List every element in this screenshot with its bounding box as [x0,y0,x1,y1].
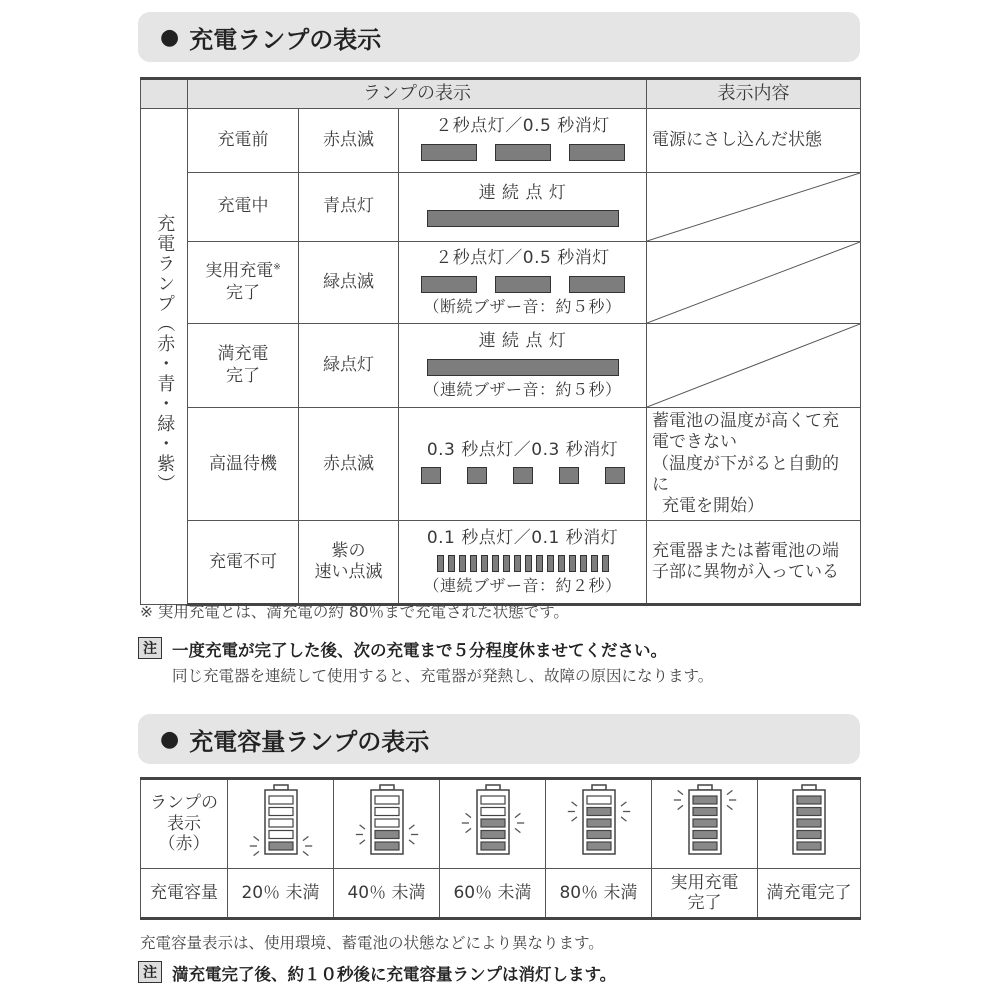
pattern-block [525,555,532,572]
pattern-block [569,144,625,161]
pattern-block [503,555,510,572]
row-state-line1: 実用充電 [205,261,274,282]
battery-segment-lit [481,819,505,827]
pattern-block [580,555,587,572]
battery-segment-lit [797,796,821,804]
battery-cell [546,779,652,869]
battery-icon [665,782,745,860]
row-state-line2: 完了 [226,365,260,386]
buzzer-label: （連続ブザー音：約２秒） [423,576,622,596]
section-title-charge-lamp [138,12,860,62]
footnote-capacity: 充電容量表示は、使用環境、蓄電池の状態などにより異なります。 [140,934,604,952]
note-main: 一度充電が完了した後、次の充電まで５分程度休ませてください。 [172,641,667,660]
blink-mark [409,825,414,829]
pattern-label: 0.1 秒点灯／0.1 秒消灯 [426,528,619,549]
battery-icon [453,782,533,860]
battery-segment [269,808,293,816]
row-pattern [399,109,647,173]
lamp-label-cell [141,779,228,869]
blink-mark [515,814,520,818]
blink-mark [253,852,258,856]
pattern-block [459,555,466,572]
row-state-line1: 満充電 [217,344,269,365]
row-color [299,521,399,605]
blink-mark [677,791,682,795]
battery-segment [587,796,611,804]
lamp-label-line1: ランプの [150,793,218,814]
battery-icon [241,782,321,860]
battery-cell [440,779,546,869]
battery-segment-lit [587,831,611,839]
note-sub: 同じ充電器を連続して使用すると、充電器が発熱し、故障の原因になります。 [172,667,714,685]
buzzer-label: （断続ブザー音：約５秒） [423,296,622,316]
row-color: 赤点滅 [299,408,399,521]
row-state: 充電前 [188,109,299,173]
blink-mark [727,791,732,795]
pattern-block [495,276,551,293]
row-color: 青点灯 [299,173,399,242]
row-desc [647,408,861,521]
pattern-block [569,555,576,572]
capacity-value: 40％ 未満 [334,869,440,919]
row-color: 緑点灯 [299,324,399,408]
battery-segment [375,819,399,827]
pattern-label: ２秒点灯／0.5 秒消灯 [435,116,610,137]
note-badge: 注 [138,961,162,983]
row-desc-empty [647,242,861,324]
battery-icon [769,782,849,860]
capacity-value-line1: 実用充電 [670,872,739,893]
row-desc-line2: （温度が下がると自動的に [652,453,840,495]
pattern-label: 0.3 秒点灯／0.3 秒消灯 [426,440,619,460]
blink-mark [465,814,470,818]
row-color-line2: 速い点滅 [314,562,383,583]
battery-segment-lit [797,831,821,839]
bullet-icon: ● [160,24,180,50]
pattern-label: 連 続 点 灯 [478,182,567,203]
blink-mark [677,806,682,810]
row-color-line1: 紫の [331,541,366,561]
blink-mark [253,837,258,841]
header-content: 表示内容 [647,79,861,109]
blink-pattern [399,144,646,161]
row-state-line2: 完了 [226,282,260,303]
blink-mark [621,817,626,821]
row-desc: 充電器または蓄電池の端子部に異物が入っている [647,521,861,605]
section-title-text: 充電容量ランプの表示 [189,727,430,756]
battery-segment-lit [693,808,717,816]
pattern-block [602,555,609,572]
capacity-lamp-table [140,777,861,920]
row-pattern [399,324,647,408]
battery-segment [269,831,293,839]
blink-mark [359,825,364,829]
blink-mark [303,852,308,856]
pattern-block [437,555,444,572]
row-desc-empty [647,173,861,242]
row-desc-empty [647,324,861,408]
row-state: 充電不可 [188,521,299,605]
battery-segment-lit [797,819,821,827]
section-title-text: 充電ランプの表示 [189,25,382,54]
battery-segment-lit [375,831,399,839]
row-desc-line3: 充電を開始） [662,496,765,516]
diagonal-line [647,324,860,407]
capacity-value: 20％ 未満 [228,869,334,919]
battery-segment-lit [693,819,717,827]
row-pattern [399,242,647,324]
pattern-block [421,144,477,161]
footnote-mark: ※ [273,262,281,273]
pattern-block [558,555,565,572]
battery-cell [334,779,440,869]
blink-pattern [399,555,646,572]
pattern-block [536,555,543,572]
blink-mark [303,837,308,841]
pattern-block [481,555,488,572]
capacity-value-line2: 完了 [687,893,722,913]
diagonal-line [647,173,860,241]
blink-mark [409,840,414,844]
blink-mark [571,817,576,821]
pattern-block [470,555,477,572]
section-title-capacity-lamp [138,714,860,764]
row-state [188,324,299,408]
battery-cell [228,779,334,869]
pattern-block [514,555,521,572]
pattern-block [569,276,625,293]
blink-mark [359,840,364,844]
pattern-block [513,467,533,484]
side-label-cell [141,109,188,605]
note-1 [138,637,713,686]
header-corner [141,79,188,109]
battery-segment [375,808,399,816]
capacity-value: 80％ 未満 [546,869,652,919]
capacity-value: 満充電完了 [758,869,861,919]
buzzer-label: （連続ブザー音：約５秒） [423,379,622,399]
battery-segment-lit [587,808,611,816]
pattern-block [467,467,487,484]
battery-segment-lit [693,831,717,839]
row-pattern [399,521,647,605]
battery-cell [652,779,758,869]
blink-mark [727,806,732,810]
row-pattern [399,408,647,521]
blink-mark [515,829,520,833]
pattern-block [559,467,579,484]
battery-segment-lit [269,842,293,850]
battery-segment-lit [587,819,611,827]
pattern-label: ２秒点灯／0.5 秒消灯 [435,248,610,269]
pattern-block [492,555,499,572]
row-desc-line1: 蓄電池の温度が高くて充電できない [652,411,840,453]
battery-segment-lit [797,808,821,816]
battery-segment [375,796,399,804]
battery-segment-lit [797,842,821,850]
capacity-value: 60％ 未満 [440,869,546,919]
charge-lamp-table [140,77,861,606]
lamp-label-line2: 表示 [167,813,201,834]
capacity-label-cell: 充電容量 [141,869,228,919]
lamp-label-line3: （赤） [158,834,210,855]
note-2 [138,961,616,985]
pattern-block [448,555,455,572]
side-label: 充電ランプ（赤・青・緑・紫） [154,213,176,494]
battery-segment [481,796,505,804]
blink-pattern [399,276,646,293]
note-main: 満充電完了後、約１０秒後に充電容量ランプは消灯します。 [172,965,617,984]
battery-segment [269,796,293,804]
row-state: 高温待機 [188,408,299,521]
blink-pattern [399,359,646,376]
pattern-block [605,467,625,484]
blink-mark [621,802,626,806]
pattern-block [421,276,477,293]
pattern-block [495,144,551,161]
pattern-block [427,359,619,376]
footnote-star: ※ 実用充電とは、満充電の約 80％まで充電された状態です。 [140,603,569,621]
blink-pattern [399,467,646,484]
row-color: 緑点滅 [299,242,399,324]
pattern-block [421,467,441,484]
battery-segment-lit [375,842,399,850]
diagonal-line [647,242,860,323]
battery-cell [758,779,861,869]
row-pattern [399,173,647,242]
battery-segment-lit [693,796,717,804]
capacity-value [652,869,758,919]
battery-segment-lit [481,831,505,839]
pattern-block [427,210,619,227]
battery-icon [347,782,427,860]
blink-mark [571,802,576,806]
pattern-label: 連 続 点 灯 [478,331,567,352]
battery-segment [269,819,293,827]
battery-icon [559,782,639,860]
battery-segment-lit [693,842,717,850]
row-color: 赤点滅 [299,109,399,173]
blink-pattern [399,210,646,227]
battery-segment [481,808,505,816]
row-state [188,242,299,324]
header-lamp: ランプの表示 [188,79,647,109]
pattern-block [547,555,554,572]
battery-segment-lit [587,842,611,850]
battery-segment-lit [481,842,505,850]
row-desc: 電源にさし込んだ状態 [647,109,861,173]
row-state: 充電中 [188,173,299,242]
pattern-block [591,555,598,572]
note-badge: 注 [138,637,162,659]
bullet-icon: ● [160,726,180,752]
blink-mark [465,829,470,833]
